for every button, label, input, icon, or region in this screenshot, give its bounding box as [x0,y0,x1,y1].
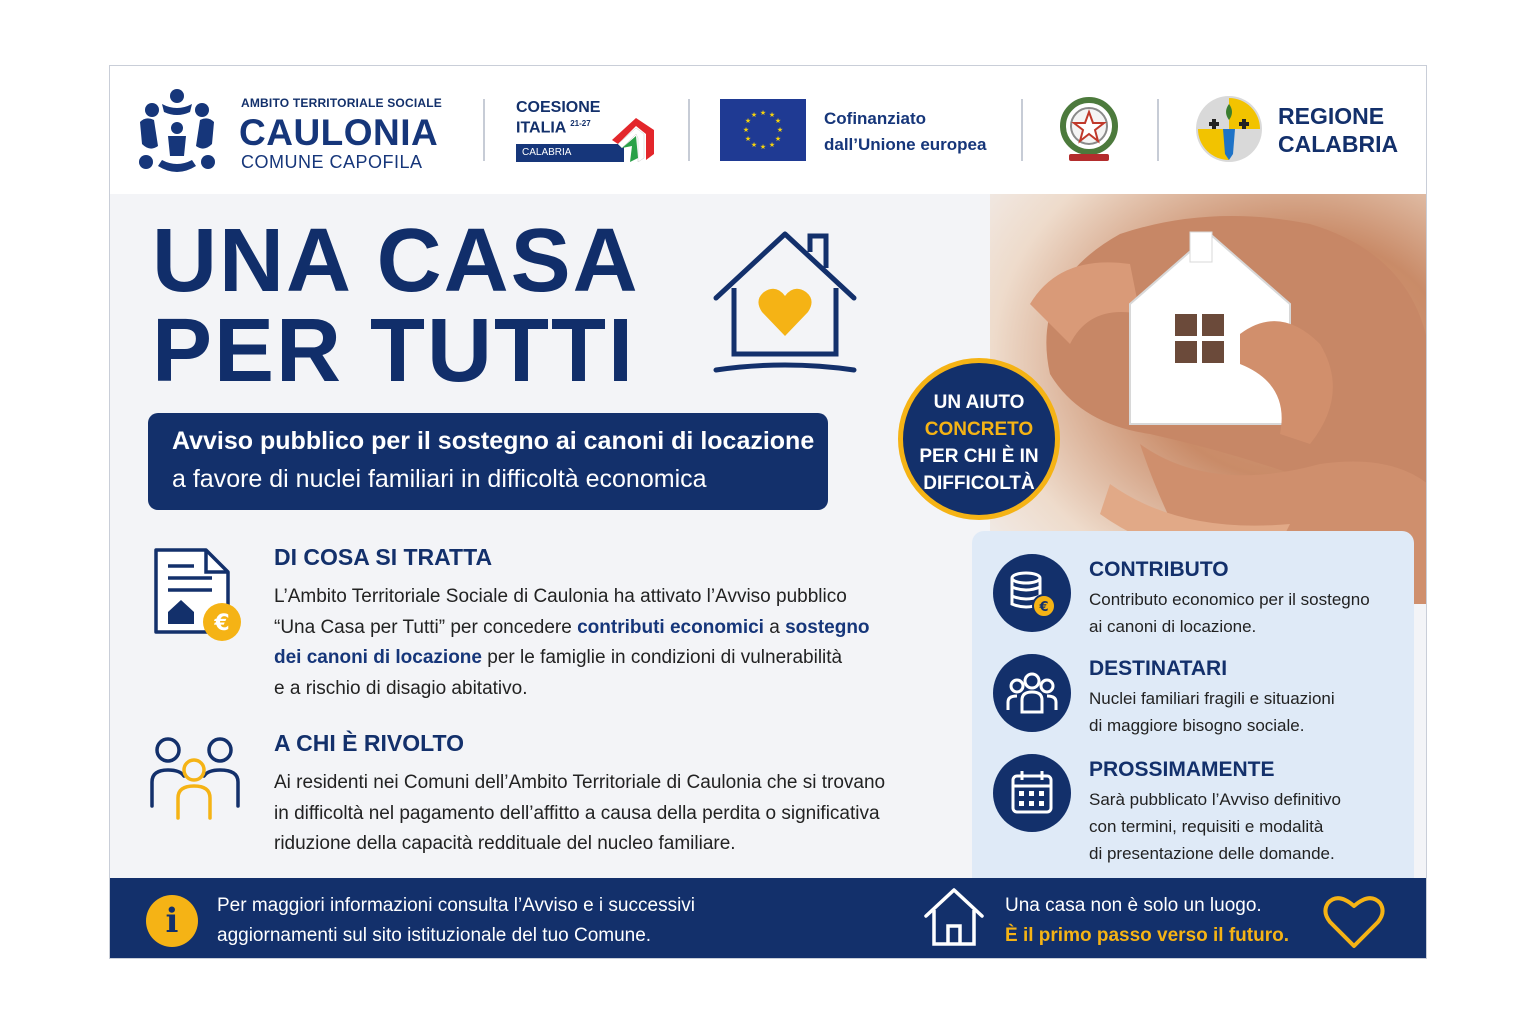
badge-line1: UN AIUTO [933,392,1025,413]
main-title [152,211,640,401]
chi-line1: Ai residenti nei Comuni dell’Ambito Territoriale di Caulonia che si trovano [274,772,886,793]
family-people-icon [148,736,242,820]
info-panel [972,531,1414,889]
coesione-line2: ITALIA [516,119,566,137]
eu-line1: Cofinanziato [824,109,926,128]
divider [1021,99,1023,161]
prossimamente-line2: con termini, requisiti e modalità [1089,817,1324,836]
calendar-icon [993,754,1071,832]
footer-bar [110,878,1427,959]
panel-contributo-text [1089,586,1409,640]
cosa-line2b: contributi economici [577,616,764,638]
panel-destinatari-title: DESTINATARI [1089,657,1228,680]
section-cosa-text [274,582,964,704]
prossimamente-line3: di presentazione delle domande. [1089,844,1335,863]
panel-prossimamente-text [1089,786,1409,867]
title-line2: PER TUTTI [152,301,635,401]
svg-text:★: ★ [759,109,767,117]
caulonia-subtitle: COMUNE CAPOFILA [241,152,423,172]
banner-line1: Avviso pubblico per il sostegno ai canoni di locazione [172,427,815,455]
caulonia-logo-icon [132,86,222,176]
heart-outline-icon [1322,892,1386,950]
badge-line4: DIFFICOLTÀ [923,473,1035,494]
panel-destinatari-text [1089,685,1409,739]
divider [483,99,485,161]
destinatari-line1: Nuclei familiari fragili e situazioni [1089,689,1335,708]
caulonia-ambito: AMBITO TERRITORIALE SOCIALE [241,96,442,110]
section-chi-text [274,768,964,860]
coesione-region-bar: CALABRIA [516,144,624,162]
svg-text:€: € [1039,600,1049,615]
info-icon: i [146,895,198,947]
svg-text:€: € [214,611,230,636]
footer-info-line1: Per maggiori informazioni consulta l’Avviso e i successivi [217,895,696,916]
help-badge [898,358,1060,520]
section-cosa-title: DI COSA SI TRATTA [274,544,493,570]
document-house-euro-icon [152,546,244,642]
coesione-arrow-icon [602,100,662,162]
prossimamente-line1: Sarà pubblicato l’Avviso definitivo [1089,790,1341,809]
contributo-line2: ai canoni di locazione. [1089,617,1257,636]
badge-line3: PER CHI È IN [919,446,1039,467]
svg-text:★: ★ [750,141,758,149]
svg-text:★: ★ [774,135,782,143]
contributo-line1: Contributo economico per il sostegno [1089,590,1370,609]
house-outline-icon [922,886,986,948]
eu-flag-icon [720,99,806,161]
regione-calabria-text [1278,102,1398,158]
section-chi-title: A CHI È RIVOLTO [274,730,464,756]
cosa-line3b: per le famiglie in condizioni di vulnerabilità [481,647,843,668]
coesione-logo-text [516,100,600,136]
cosa-line2c: a [763,616,786,638]
coins-euro-icon [993,554,1071,632]
slogan-line2: È il primo passo verso il futuro. [1005,925,1289,946]
svg-text:★: ★ [768,111,776,119]
panel-contributo-title: CONTRIBUTO [1089,558,1229,581]
svg-text:★: ★ [750,111,758,119]
svg-text:★: ★ [744,135,752,143]
footer-info-line2: aggiornamenti sul sito istituzionale del tuo Comune. [217,925,652,946]
svg-text:★: ★ [744,117,752,125]
poster [109,65,1427,959]
panel-prossimamente-title: PROSSIMAMENTE [1089,758,1275,781]
svg-text:★: ★ [768,141,776,149]
coesione-years: 21-27 [570,119,591,128]
footer-slogan [1005,891,1289,951]
house-heart-icon [710,224,860,386]
italian-republic-emblem-icon [1054,92,1124,166]
title-line1: UNA CASA [152,211,640,311]
eu-cofinanziato-text [824,106,986,158]
chi-line3: riduzione della capacità reddituale del nucleo familiare. [274,833,736,854]
notice-banner [148,413,828,510]
cosa-line2a: “Una Casa per Tutti” per concedere [274,616,578,638]
svg-text:★: ★ [759,143,767,151]
cosa-line1: L’Ambito Territoriale Sociale di Caulonia ha attivato l’Avviso pubblico [274,586,847,607]
header-logos [110,66,1427,194]
footer-info-text [217,891,695,951]
destinatari-line2: di maggiore bisogno sociale. [1089,716,1305,735]
divider [688,99,690,161]
cosa-line2d: sostegno [785,616,870,638]
caulonia-name: CAULONIA [239,112,439,153]
regione-line1: REGIONE [1278,103,1385,129]
badge-line2: CONCRETO [924,419,1034,440]
svg-text:★: ★ [774,117,782,125]
banner-line2: a favore di nuclei familiari in difficoltà economica [172,465,707,493]
svg-text:★: ★ [742,126,750,134]
svg-text:★: ★ [776,126,784,134]
chi-line2: in difficoltà nel pagamento dell’affitto a causa della perdita o significativa [274,802,880,824]
regione-line2: CALABRIA [1278,131,1399,157]
cosa-line4: e a rischio di disagio abitativo. [274,677,528,699]
cosa-line3a: dei canoni di locazione [274,647,482,668]
slogan-line1: Una casa non è solo un luogo. [1005,895,1262,916]
coesione-line1: COESIONE [516,99,601,116]
eu-line2: dall’Unione europea [824,135,987,154]
people-group-icon [993,654,1071,732]
regione-calabria-shield-icon [1195,92,1263,166]
divider [1157,99,1159,161]
